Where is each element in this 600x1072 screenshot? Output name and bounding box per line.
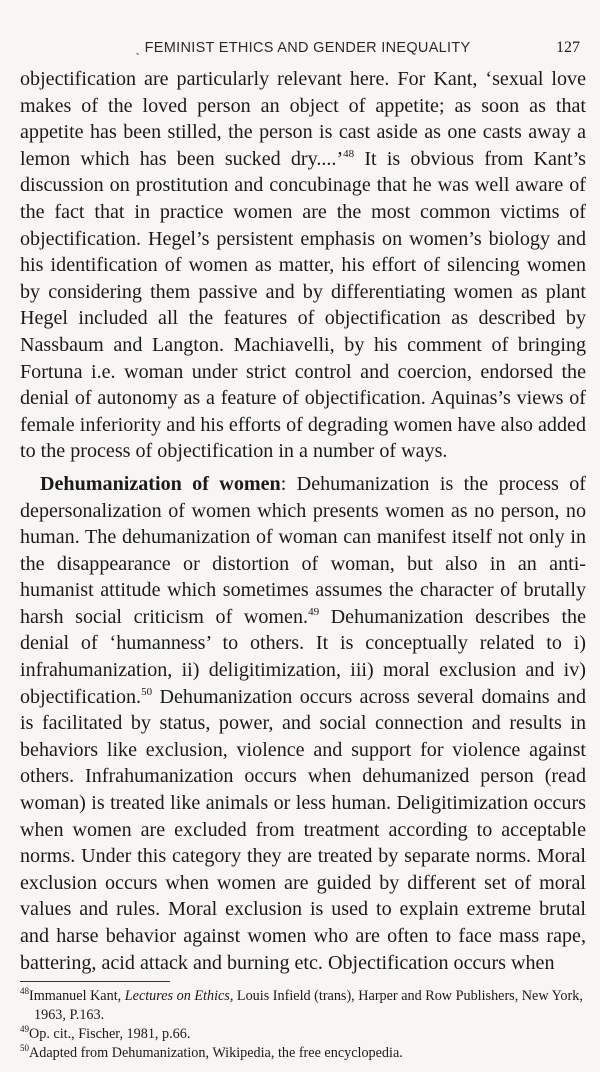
footnote-49 <box>20 1025 586 1044</box>
footnote-number: 49 <box>20 1024 29 1035</box>
footnote-48 <box>20 987 586 1025</box>
footnote-text: Immanuel Kant, <box>29 988 125 1005</box>
footnote-text: Louis Infield (trans), Harper and Row Publishers, New York, 1963, P.163. <box>34 988 583 1024</box>
paragraph-text: It is obvious from Kant’s discussion on prostitution and concubinage that he was well aware of the fact that in practice women are the most common victims of objectification. Hegel’s persistent emphasis on women’s biology and his identification of women as matter, his effort of silencing women by considering them passive and by differentiating women as plant Hegel included all the features of objectification as described by Nassbaum and Langton. Machiavelli, by his comment of bringing Fortuna i.e. woman under strict control and coercion, endorsed the denial of autonomy as a feature of objectification. Aquinas’s views of female inferiority and his efforts of degrading women have also added to the process of objectification in a number of ways. <box>20 147 586 463</box>
paragraph-dehumanization <box>20 471 586 976</box>
page-number: 127 <box>556 39 580 56</box>
footnote-ref-48: 48 <box>343 147 355 160</box>
footnote-text: Op. cit., Fischer, 1981, p.66. <box>29 1026 191 1043</box>
paragraph-text: Dehumanization describes the denial of ‘humanness’ to others. It is conceptually related to i) infrahumanization, ii) deligitimization, iii) moral exclusion and iv) objectification. <box>20 605 586 708</box>
paragraph-text: objectification are particularly relevant here. For Kant, ‘sexual love makes of the loved person an object of appetite; as soon as that appetite has been stilled, the person is cast aside as one casts away a lemon which has been sucked dry....’ <box>20 68 586 170</box>
footnote-text: Adapted from Dehumanization, Wikipedia, the free encyclopedia. <box>29 1045 403 1062</box>
footnote-ref-50: 50 <box>141 685 153 698</box>
footnote-50 <box>20 1044 586 1063</box>
footnote-number: 50 <box>20 1043 29 1054</box>
footnote-ref-49: 49 <box>308 605 320 618</box>
footnote-divider <box>20 981 170 982</box>
paragraph-text: Dehumanization occurs across several domains and is facilitated by status, power, and social connection and results in behaviors like exclusion, violence and support for violence against others. Infrahumanization occurs when dehumanized person (read woman) is treated like animals or less human. Deligitimization occurs when women are excluded from treatment according to acceptable norms. Under this category they are treated by separate norms. Moral exclusion occurs when women are guided by different set of moral values and rules. Moral exclusion is used to explain extreme brutal and harse behavior against women who are often to face mass rape, battering, acid attack and burning etc. Objectification occurs when <box>20 685 586 974</box>
paragraph-objectification <box>20 66 586 465</box>
running-title: ˎ FEMINIST ETHICS AND GENDER INEQUALITY <box>20 40 586 56</box>
paragraph-text: : Dehumanization is the process of depersonalization of women which presents women as no person, no human. The dehumanization of woman can manifest itself not only in the disappearance or distortion of woman, but also in an anti-humanist attitude which sometimes assumes the character of brutally harsh social criticism of women. <box>20 472 586 628</box>
footnote-book-title: Lectures on Ethics, <box>124 988 234 1005</box>
running-header <box>20 40 586 66</box>
section-heading: Dehumanization of women <box>40 472 281 495</box>
footnote-number: 48 <box>20 986 29 997</box>
